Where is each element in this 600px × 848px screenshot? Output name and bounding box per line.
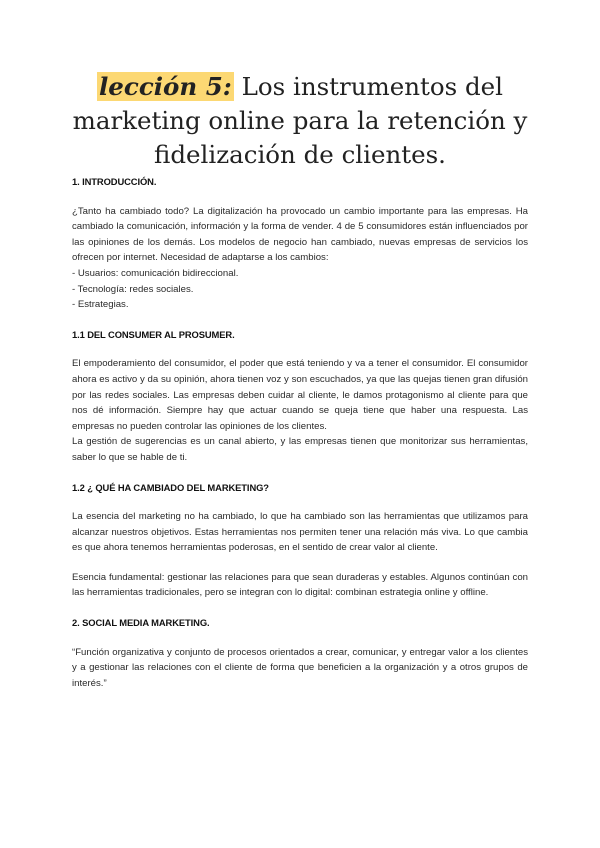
document-body bbox=[72, 168, 528, 705]
paragraph: Esencia fundamental: gestionar las relaciones para que sean duraderas y estables. Algunos continúan con las herramientas tradicionales, pero se integran con lo digital: combinan estrategia online y offline. bbox=[72, 571, 528, 599]
lesson-label: lección 5: bbox=[99, 72, 232, 101]
paragraph: La gestión de sugerencias es un canal abierto, y las empresas tienen que monitorizar sus herramientas, saber lo que se hable de ti. bbox=[72, 436, 528, 463]
section-heading: 1.1 DEL CONSUMER AL PROSUMER. bbox=[72, 328, 235, 340]
list-item: - Usuarios: comunicación bidireccional. bbox=[72, 267, 239, 279]
paragraph: El empoderamiento del consumidor, el poder que está teniendo y va a tener el consumidor. El consumidor ahora es activo y da su opinión, ahora tienen voz y son escuchados, ya que las quejas tienen gran difusión por las redes sociales. Las empresas deben cuidar al cliente, le damos protagonismo al cliente para que nos dé información. Siempre hay que actuar cuando se queja tiene que haber una respuesta. Las empresas no pueden controlar las opiniones de los clientes. bbox=[72, 358, 528, 432]
section-heading: 2. SOCIAL MEDIA MARKETING. bbox=[72, 617, 210, 629]
paragraph: La esencia del marketing no ha cambiado, lo que ha cambiado son las herramientas que utilizamos para alcanzar nuestros objetivos. Estas herramientas nos permiten tener una relación más viva. Lo que cambia es que ahora tenemos herramientas poderosas, en el sentido de crear valor al cliente. bbox=[72, 511, 528, 554]
list-item: - Tecnología: redes sociales. bbox=[72, 283, 194, 295]
section-heading: 1.2 ¿ QUÉ HA CAMBIADO DEL MARKETING? bbox=[72, 481, 269, 493]
title-text: Los instrumentos del marketing online para la retención y fidelización de clientes. bbox=[72, 72, 528, 169]
bullet-list bbox=[72, 266, 528, 313]
list-item: - Estrategias. bbox=[72, 299, 129, 311]
paragraph: ¿Tanto ha cambiado todo? La digitalización ha provocado un cambio importante para las empresas. Ha cambiado la comunicación, información y la forma de vender. 4 de 5 consumidores están influenciados por las opiniones de los demás. Los modelos de negocio han cambiado, nuevas empresas de servicios los ofrecen por internet. Necesidad de adaptarse a los cambios: bbox=[72, 205, 528, 264]
section-heading: 1. INTRODUCCIÓN. bbox=[72, 176, 157, 187]
page-title bbox=[60, 70, 540, 172]
quote-paragraph: “Función organizativa y conjunto de procesos orientados a crear, comunicar, y entregar valor a los clientes y a gestionar las relaciones con el cliente de forma que beneficien a la organización y a otros grupos de interés.” bbox=[72, 646, 528, 689]
